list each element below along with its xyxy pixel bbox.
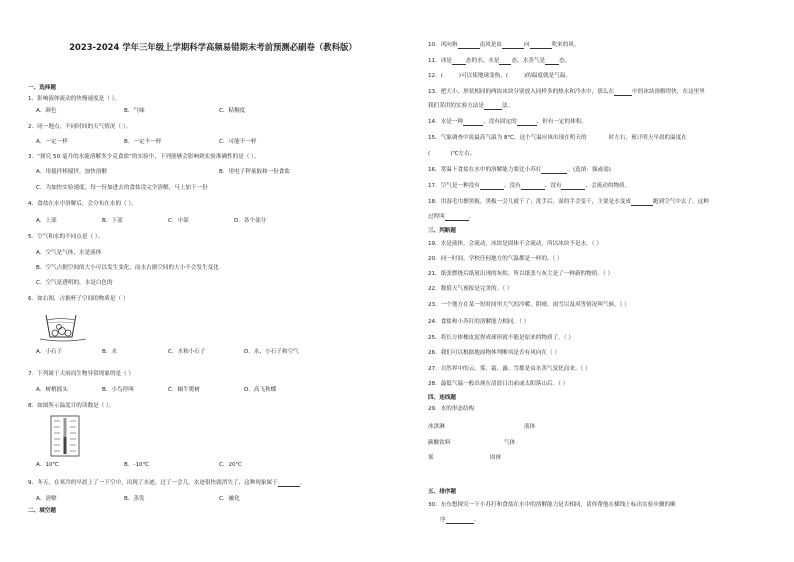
question-26: 26．我们可以根据地面物体判断风是否有风向在（ ） [428,350,560,356]
question-14: 14．水是一种 ，没有固定的 ，但有一定的体积。 [428,119,588,125]
q6-option-d: D．水、小石子和空气 [244,349,299,355]
q2-options [36,139,256,146]
q4-option-d: D．各个部分 [234,218,267,224]
q11-blank-2[interactable] [499,59,511,65]
q2-option-a: A．一定一样 [36,139,68,145]
match-right-2[interactable]: 气体 [504,440,516,446]
q3-option-c: C．为加快实验速度，每一份加进去的食盐没完全溶解，马上加下一份 [36,185,208,191]
q11-blank-3[interactable] [545,59,559,65]
question-22: 22．数值天气预报是完美的。（ ） [428,286,513,292]
question-9: 9．冬天，在寒冷的早晨上了一下空中，出现了水迹，过了一会儿，水迹很快就消失了，这种现象属于 。 [28,480,306,486]
cup-with-stones-figure [38,309,88,343]
q3-option-a: A．用搅拌棒搅拌，加快溶解 B．用电子秤量取和一份食盐 [36,169,290,175]
section-fill-blank: 二、填空题 [28,508,56,514]
q8-option-c: C．20℃ [219,462,242,468]
q5-option-b: B．空气占据空间的大小可以发生变化，而水占据空间的大小不会发生变化 [36,265,219,271]
q9-option-a: A．溶解 [36,496,57,502]
q2-option-c: C．可能不一样 [219,139,257,145]
q14-blank-2[interactable] [517,120,537,126]
q7-option-d: D．高飞秋蝶 [244,387,277,393]
question-20: 20．同一时间，学校任何地方的气温都是一样的。（ ） [428,256,563,262]
q9-blank[interactable] [278,481,300,487]
match-right-3[interactable]: 固体 [490,455,502,461]
q10-blank-3[interactable] [530,43,552,49]
q17-blank-1[interactable] [480,184,504,190]
question-30-line-2: 序 。 [440,517,480,523]
q13-blank-2[interactable] [484,104,502,110]
question-12: 12．( )可以使地球变热，( )的温度就是气温。 [428,73,571,79]
q6-option-b: B．水 [102,349,118,355]
q2-option-b: B．一定不一样 [124,139,162,145]
question-29: 29．水的形态结构 [428,406,475,412]
q7-option-b: B．小鸟停叫 [102,387,134,393]
q13-blank-1[interactable] [614,90,632,96]
q4-option-a: A．上部 [36,218,57,224]
q6-option-a: A．小石子 [36,349,63,355]
q10-blank-1[interactable] [458,43,480,49]
q8-option-a: A．10℃ [36,462,59,468]
q5-option-c: C．空气是透明的，水是白色的 [36,280,113,286]
q4-options [36,218,266,225]
question-13-line-2: 我们采用的实验方法是 法。 [428,103,514,109]
question-21: 21．纸张燃烧后纸屑出现的灰烬，所以纸张与灰尘是了一种新的物质。（ ） [428,271,614,277]
q17-blank-3[interactable] [561,184,585,190]
question-11: 11．冰是 态的水，水是 态，水蒸气是 态。 [428,58,571,64]
match-right-1[interactable]: 液体 [524,424,536,430]
q18-blank-1[interactable] [631,200,653,206]
q7-option-a: A．树梢摇头 [36,387,68,393]
question-17: 17．空气是一种没有 、没有 、没有 、会流动的物质。 [428,183,631,189]
section-matching: 四、连线题 [428,395,456,401]
q7-options [36,387,276,394]
question-18-line-2: 过程叫 。 [428,214,475,220]
question-8: 8．如图所示温度计的读数是（ ）。 [28,403,115,409]
q1-option-a: A．颜色 [36,108,57,114]
question-10: 10．风向指 南风是由 向 吹来的风。 [428,42,580,48]
q4-option-b: B．下部 [102,218,123,224]
q9-options [36,496,240,503]
question-7: 7．下列属于大雨而生物异常现象的是（ ） [28,371,135,377]
q10-blank-2[interactable] [502,43,524,49]
q11-blank-1[interactable] [452,59,466,65]
q4-option-c: C．中部 [168,218,189,224]
q8-options [36,462,242,469]
match-left-3[interactable]: 雾 [428,455,434,461]
match-left-2[interactable]: 碳酸饮料 [428,440,451,446]
q1-option-c: C．粘稠度 [219,108,246,114]
question-13: 13．把大小、形状相同的两块冰块分别放入同样多的热水和冷水中，那么在 中的冰块溶解得快，在这里里 [428,89,705,95]
q14-blank-1[interactable] [463,120,483,126]
section-choice: 一、选择题 [28,85,56,91]
question-3: 3．“探究 50 毫升的水能溶解多少克食盐”的实验中，下列能够会影响到实验准确性的是（ ）。 [28,154,260,160]
q9-option-c: C．融化 [219,496,240,502]
q16-blank[interactable] [541,168,567,174]
question-2: 2．同一地点，不同时间的天气情况（ ）。 [28,124,132,130]
q30-blank[interactable] [446,518,474,524]
section-ordering: 五、排序题 [428,489,456,495]
q9-option-b: B．蒸发 [124,496,145,502]
question-4: 4．食盐在水中溶解后，会分布在水的（ ）。 [28,201,137,207]
q7-option-c: C．蜗牛爬树 [168,387,200,393]
right-column [420,0,790,562]
q3-option-b: B．用电子秤量取和一份食盐 [219,169,290,175]
question-27: 27．自然界中的云、雾、霜、露、雪都是由水蒸气变化而来。（ ） [428,366,591,372]
question-25: 25．将长方体橡皮泥捏成球形就不能是原来的物质了。（ ） [428,335,574,341]
question-15-line-2: ( )℃左右。 [428,151,476,157]
q18-blank-2[interactable] [445,215,469,221]
question-23: 23．一个地方在某一短时间里大气的冷暖、阴晴、雨雪以及风等情况叫气候。（ ） [428,302,630,308]
q8-option-b: B．-10℃ [124,462,149,468]
q6-options [36,349,299,356]
q1-option-b: B．气味 [124,108,145,114]
question-18: 18．用湿毛巾擦黑板，黑板一会儿就干了；洗手后，湿的手会变干，主要是水变成 跑到空气中去了，这种 [428,199,709,205]
page-title: 2023-2024 学年三年级上学期科学高频易错期末考前预测必刷卷（教科版） [69,42,357,52]
question-6: 6．如右图，占据杯子空间的物质是（ ） [28,296,129,302]
question-19: 19．水是液体，会流动，冰块是固体不会流动，所以冰块不是水。（ ） [428,241,602,247]
question-16: 16．常温下食盐在水中的溶解能力要比小苏打 。(选填：强或弱) [428,167,611,173]
section-true-false: 三、判断题 [428,228,456,234]
question-30: 30．东东想探究一下小苏打和食盐在水中的溶解能力是否相同，请你帮他在横线上标出实验步骤的顺 [428,502,676,508]
question-24: 24．食盐和小苏打的溶解能力相同。（ ） [428,319,530,325]
question-5: 5．空气和水的不同点是（ ）。 [28,234,104,240]
left-column [28,0,398,562]
question-1: 1．影响液体流动的快慢速度是（ ）。 [28,96,121,102]
thermometer-figure [50,415,80,457]
q5-option-a: A．空气是气体，水是液体 [36,250,102,256]
question-15: 15．气象调查中说最高气温为 8℃，这个气温应该出现在明天的 时左右，预计明天早晨的温度在 [428,135,687,141]
q1-options [36,108,245,115]
match-left-1[interactable]: 冰淇淋 [428,424,445,430]
q17-blank-2[interactable] [521,184,545,190]
q6-option-c: C．水和小石子 [168,349,206,355]
question-28: 28．最低气温一般出现在清晨日出前或太阳落山后。（ ） [428,381,569,387]
